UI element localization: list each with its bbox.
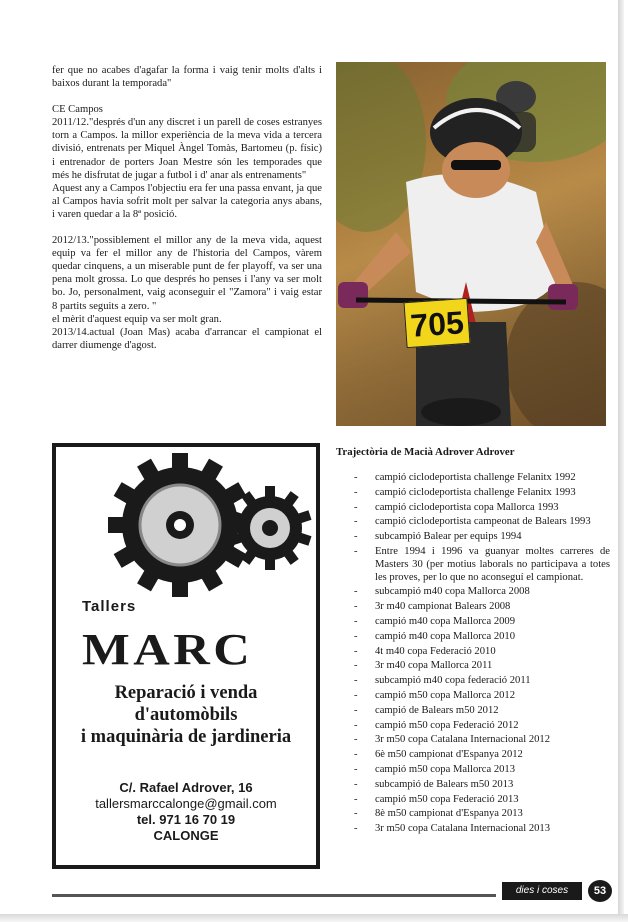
career-list-item: - subcampió m40 copa federació 2011	[354, 675, 610, 688]
career-list-item: - subcampió m40 copa Mallorca 2008	[354, 586, 610, 599]
career-list-item: - campió ciclodeportista campeonat de Balears 1993	[354, 516, 610, 529]
career-list-item: - 3r m50 copa Catalana Internacional 2012	[354, 734, 610, 747]
cyclist-illustration	[336, 62, 606, 426]
career-list-item: - 6è m50 campionat d'Espanya 2012	[354, 749, 610, 762]
article-paragraph-4: 2012/13."possiblement el millor any de la meva vida, aquest equip va fer el millor any de l'historia del Campos, vàrem quedar cinquens, a un miserable punt de fer playoff, va ser una pena molt grossa. Lo que després ho penses i l'any va ser molt bo. Jo, personalment, vaig aconseguir el "Zamora" i vaig estar 8 partits seguits a zero. "	[52, 235, 322, 312]
ad-tallers-label: Tallers	[82, 598, 137, 615]
ad-brand-name: MARC	[82, 625, 254, 674]
ad-slogan-line-1: Reparació i venda	[114, 683, 258, 703]
career-list	[354, 472, 610, 838]
career-list-item: - campió m50 copa Federació 2012	[354, 720, 610, 733]
article-paragraph-1: fer que no acabes d'agafar la forma i vaig tenir molts d'alts i baixos durant la temporada"	[52, 65, 322, 90]
career-list-item: - 4t m40 copa Federació 2010	[354, 646, 610, 659]
article-text	[52, 64, 322, 352]
career-list-item: - 3r m50 copa Catalana Internacional 2013	[354, 823, 610, 836]
ad-slogan-line-2: d'automòbils	[134, 705, 238, 725]
page-shadow-right	[618, 0, 624, 922]
ad-slogan	[60, 682, 312, 748]
career-title: Trajectòria de Macià Adrover Adrover	[336, 446, 515, 458]
career-list-item: - campió m40 copa Mallorca 2010	[354, 631, 610, 644]
article-paragraph-2: 2011/12."després d'un any discret i un parell de coses estranyes torn a Campos. la millor experiència de la meva vida a tercera divisió, entrenats per Miquel Àngel Tomàs, Bartomeu (p. físic) i entrenador de porters Joan Mestre són les temporades que més he disfrutat de jugar a futbol i d' anar als entrenaments"	[52, 117, 322, 181]
article-heading: CE Campos	[52, 104, 103, 116]
career-list-item: - campió m40 copa Mallorca 2009	[354, 616, 610, 629]
career-list-item: - subcampió Balear per equips 1994	[354, 531, 610, 544]
page-shadow-bottom	[0, 914, 628, 922]
career-list-item: - 8è m50 campionat d'Espanya 2013	[354, 808, 610, 821]
cyclist-photo	[336, 62, 606, 426]
article-paragraph-3: Aquest any a Campos l'objectiu era fer una passa envant, ja que al Campos havia sofrit molt per salvar la categoria anys abans, i varen quedar a la 8ª posició.	[52, 182, 322, 220]
career-list-item: - campió m50 copa Mallorca 2013	[354, 764, 610, 777]
career-list-item: - campió ciclodeportista challenge Felanitx 1993	[354, 487, 610, 500]
gear-icon	[100, 450, 320, 600]
career-list-item: - campió ciclodeportista copa Mallorca 1993	[354, 502, 610, 515]
career-list-item: - Entre 1994 i 1996 va guanyar moltes carreres de Masters 30 (per motius laborals no participava a totes les proves, per lo que no aconseguí el campionat.	[354, 546, 610, 584]
career-list-item: - subcampió de Balears m50 2013	[354, 779, 610, 792]
footer-logo: dies i coses	[502, 882, 582, 900]
page-number: 53	[588, 880, 612, 902]
footer-rule	[52, 894, 496, 897]
ad-phone: tel. 971 16 70 19	[136, 812, 236, 827]
ad-town: CALONGE	[153, 828, 219, 843]
career-list-item: - campió ciclodeportista challenge Felanitx 1992	[354, 472, 610, 485]
article-paragraph-5: el mèrit d'aquest equip va ser molt gran.	[52, 313, 222, 325]
ad-contact	[60, 780, 312, 844]
career-list-item: - 3r m40 campionat Balears 2008	[354, 601, 610, 614]
career-list-item: - campió m50 copa Federació 2013	[354, 794, 610, 807]
ad-email: tallersmarccalonge@gmail.com	[95, 796, 277, 811]
article-paragraph-6: 2013/14.actual (Joan Mas) acaba d'arrancar el campionat el darrer diumenge d'agost.	[52, 326, 322, 351]
career-list-item: - 3r m40 copa Mallorca 2011	[354, 660, 610, 673]
ad-slogan-line-3: i maquinària de jardineria	[80, 727, 292, 747]
ad-address: C/. Rafael Adrover, 16	[119, 780, 253, 795]
career-list-item: - campió m50 copa Mallorca 2012	[354, 690, 610, 703]
career-list-item: - campió de Balears m50 2012	[354, 705, 610, 718]
race-number-plate: 705	[403, 298, 470, 348]
